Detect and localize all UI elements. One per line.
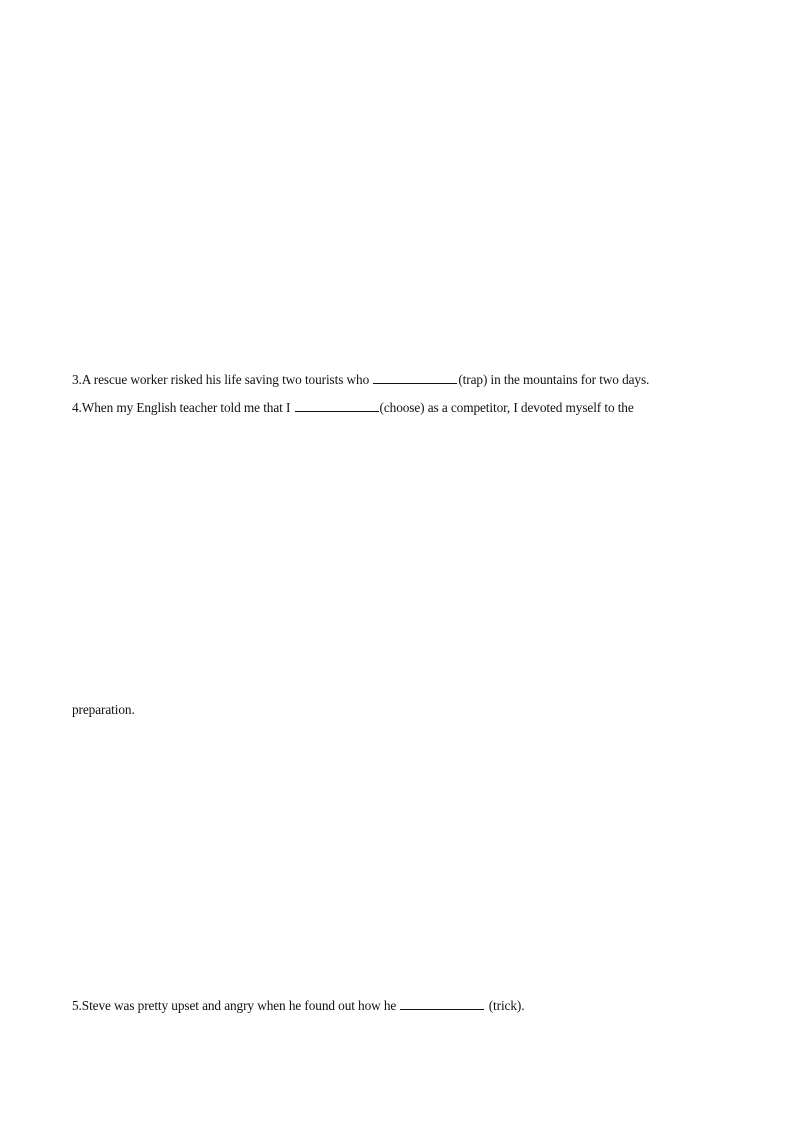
question-5-blank[interactable] xyxy=(400,998,484,1010)
question-3-blank[interactable] xyxy=(373,372,457,384)
question-3-text-before: 3.A rescue worker risked his life saving two tourists who xyxy=(72,372,373,387)
question-4-blank[interactable] xyxy=(295,400,379,412)
question-5-text-after: (trick). xyxy=(485,998,525,1013)
question-4-text-after: (choose) as a competitor, I devoted myself to the xyxy=(379,400,634,415)
question-4-continuation xyxy=(72,702,135,718)
question-3 xyxy=(72,372,649,388)
question-4 xyxy=(72,400,634,416)
question-5-text-before: 5.Steve was pretty upset and angry when he found out how he xyxy=(72,998,400,1013)
question-3-text-after: (trap) in the mountains for two days. xyxy=(458,372,650,387)
question-4-text-before: 4.When my English teacher told me that I xyxy=(72,400,294,415)
question-5 xyxy=(72,998,524,1014)
question-4-continuation-text: preparation. xyxy=(72,702,135,717)
